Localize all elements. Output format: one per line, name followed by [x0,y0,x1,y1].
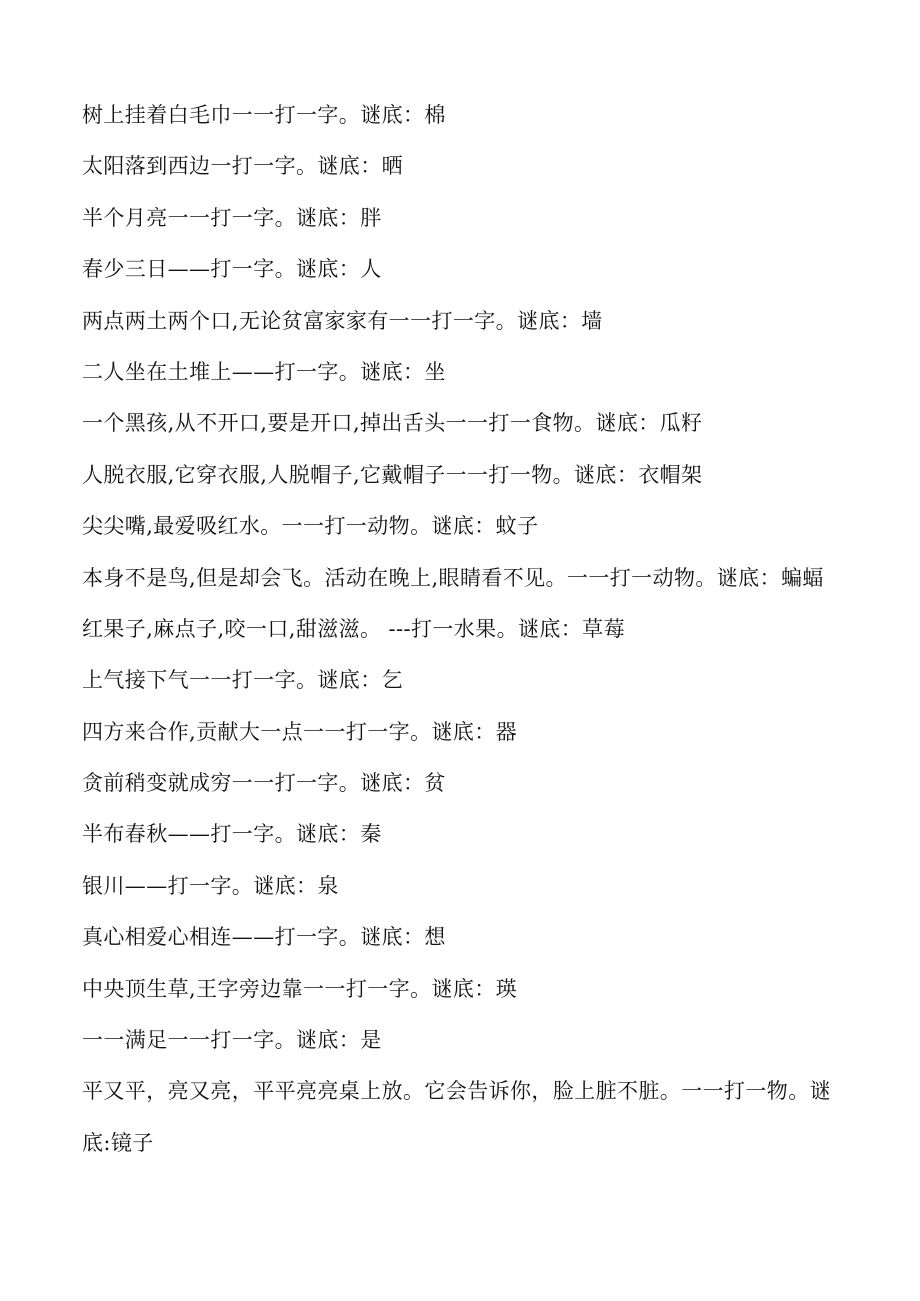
riddle-line: 半个月亮一一打一字。谜底：胖 [82,205,382,230]
riddle-line: 上气接下气一一打一字。谜底：乞 [82,668,403,693]
riddle-line: 底:镜子 [82,1130,154,1155]
riddle-line: 红果子,麻点子,咬一口,甜滋滋。 ---打一水果。谜底：草莓 [82,616,625,641]
riddle-line: 四方来合作,贡献大一点一一打一字。谜底：器 [82,719,518,744]
riddle-line: 人脱衣服,它穿衣服,人脱帽子,它戴帽子一一打一物。谜底：衣帽架 [82,462,703,487]
riddle-line: 尖尖嘴,最爱吸红水。一一打一动物。谜底：蚊子 [82,514,539,539]
riddle-line: 树上挂着白毛巾一一打一字。谜底：棉 [82,103,446,127]
riddle-line: 贪前稍变就成穷一一打一字。谜底：贫 [82,771,446,796]
riddle-line: 一个黑孩,从不开口,要是开口,掉出舌头一一打一食物。谜底：瓜籽 [82,411,703,436]
riddle-line: 两点两土两个口,无论贫富家家有一一打一字。谜底：墙 [82,308,603,333]
riddle-list [82,92,842,1171]
riddle-line: 银川——打一字。谜底：泉 [82,873,339,898]
riddle-line: 本身不是鸟,但是却会飞。活动在晚上,眼睛看不见。一一打一动物。谜底：蝙蝠 [82,565,824,590]
riddle-line: 半布春秋——打一字。谜底：秦 [82,822,382,847]
riddle-line: 春少三日——打一字。谜底：人 [82,257,382,282]
riddle-line: 真心相爱心相连——打一字。谜底：想 [82,925,446,950]
riddle-line: 一一满足一一打一字。谜底：是 [82,1028,382,1053]
riddle-line: 中央顶生草,王字旁边靠一一打一字。谜底：瑛 [82,976,518,1001]
riddle-line: 二人坐在土堆上——打一字。谜底：坐 [82,359,446,384]
riddle-line: 太阳落到西边一打一字。谜底：晒 [82,154,403,179]
riddle-line: 平又平，亮又亮，平平亮亮桌上放。它会告诉你，脸上脏不脏。一一打一物。谜 [82,1079,831,1104]
